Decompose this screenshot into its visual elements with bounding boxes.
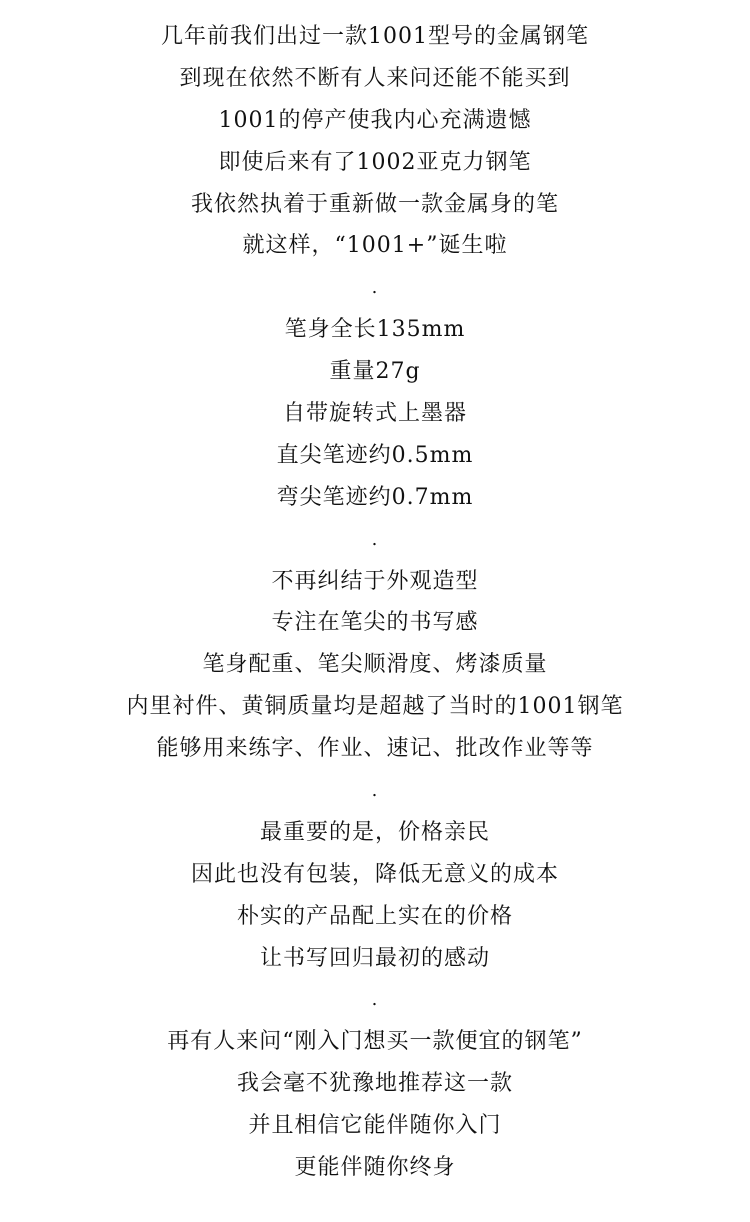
text-line: 最重要的是，价格亲民 <box>259 819 490 845</box>
section-quality <box>0 561 750 770</box>
section-specs <box>0 309 750 518</box>
text-line: 让书写回归最初的感动 <box>259 945 490 971</box>
section-separator: . <box>371 528 379 550</box>
text-line: 不再纠结于外观造型 <box>271 568 479 594</box>
text-line: 重量27g <box>329 359 421 385</box>
text-line: 弯尖笔迹约0.7mm <box>276 484 474 510</box>
text-line: 笔身全长135mm <box>284 317 466 343</box>
text-line: 朴实的产品配上实在的价格 <box>236 903 513 929</box>
text-line: 能够用来练字、作业、速记、批改作业等等 <box>156 736 594 762</box>
section-recommendation <box>0 1021 750 1189</box>
text-line: 再有人来问“刚入门想买一款便宜的钢笔” <box>167 1029 583 1055</box>
text-line: 并且相信它能伴随你入门 <box>248 1113 502 1139</box>
text-line: 就这样，“1001+”诞生啦 <box>242 233 508 259</box>
section-separator: . <box>371 989 379 1011</box>
text-line: 到现在依然不断有人来问还能不能买到 <box>179 65 571 91</box>
text-line: 我依然执着于重新做一款金属身的笔 <box>190 191 559 217</box>
text-line: 我会毫不犹豫地推荐这一款 <box>236 1071 513 1097</box>
section-intro <box>0 16 750 267</box>
section-price <box>0 812 750 980</box>
text-line: 专注在笔尖的书写感 <box>271 610 479 636</box>
section-separator: . <box>371 780 379 802</box>
text-line: 自带旋转式上墨器 <box>282 401 467 427</box>
text-line: 更能伴随你终身 <box>294 1155 456 1181</box>
text-line: 1001的停产使我内心充满遗憾 <box>218 107 532 133</box>
text-line: 即使后来有了1002亚克力钢笔 <box>218 149 532 175</box>
text-line: 几年前我们出过一款1001型号的金属钢笔 <box>161 24 589 49</box>
text-line: 直尖笔迹约0.5mm <box>276 442 474 468</box>
text-line: 因此也没有包装，降低无意义的成本 <box>190 861 559 887</box>
text-line: 笔身配重、笔尖顺滑度、烤漆质量 <box>202 652 548 678</box>
section-separator: . <box>371 277 379 299</box>
text-line: 内里衬件、黄铜质量均是超越了当时的1001钢笔 <box>126 694 624 720</box>
product-story <box>0 16 750 1189</box>
